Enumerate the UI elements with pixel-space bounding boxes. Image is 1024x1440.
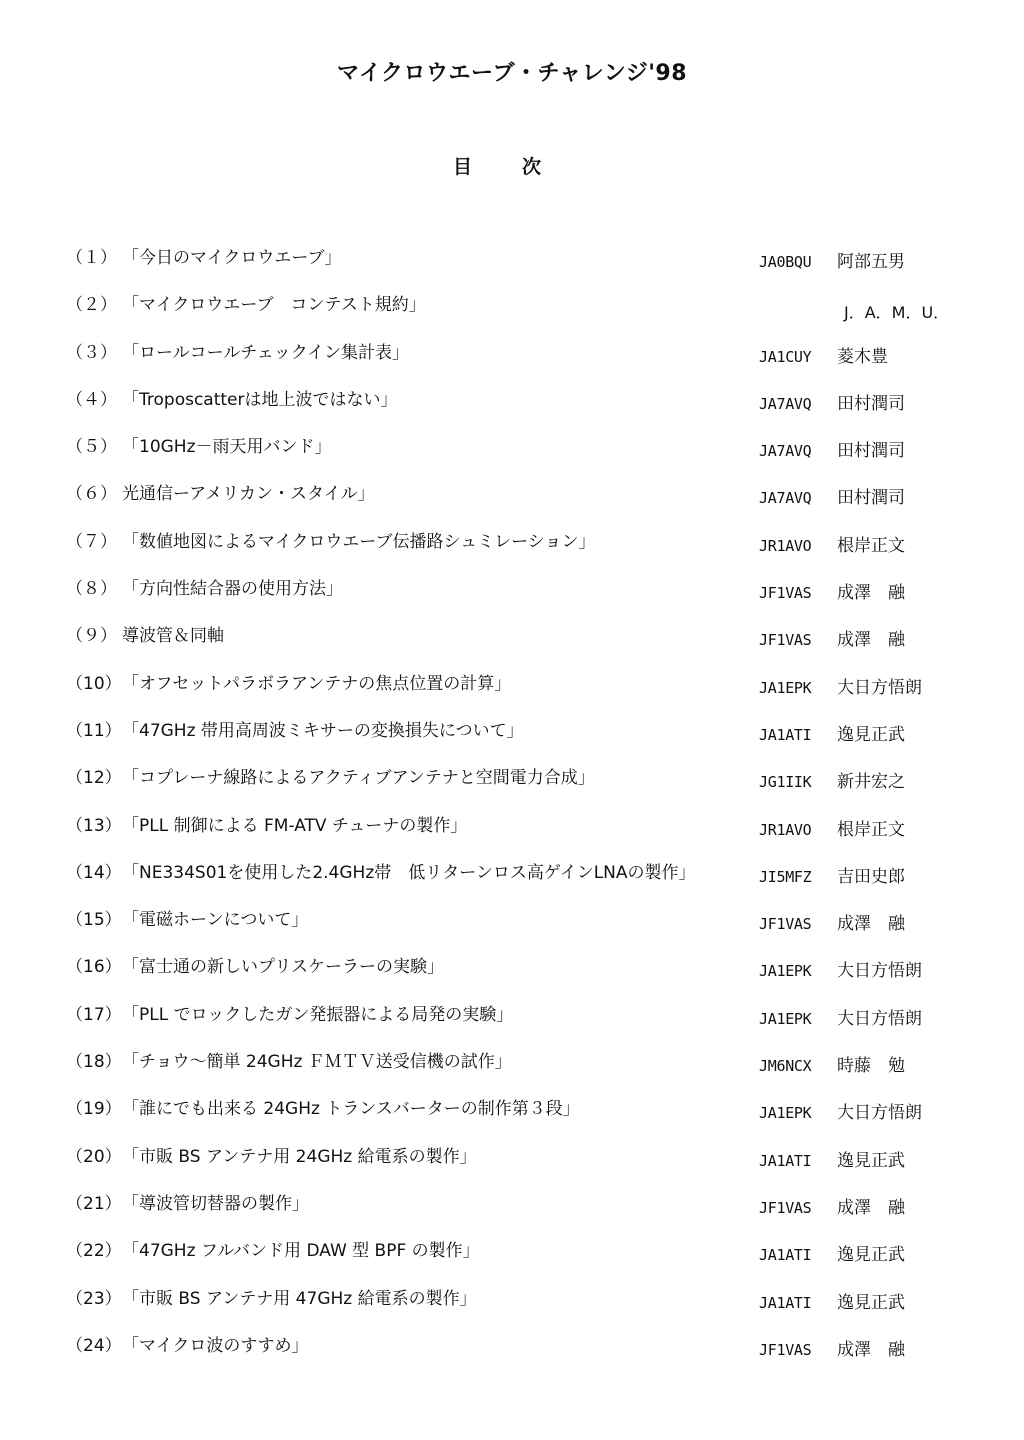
entry-author: 逸見正武 [837,1292,905,1313]
entry-title: 「ロールコールチェックイン集計表」 [122,342,409,363]
entry-number: （20） [66,1146,122,1167]
entry-title: 導波管＆同軸 [122,626,224,647]
entry-callsign: JA1EPK [759,1009,812,1028]
entry-author: 成澤 融 [837,583,905,604]
toc-entry [66,1094,966,1141]
entry-number: （13） [66,815,122,836]
entry-author: 大日方悟朗 [837,1103,922,1124]
entry-title: 「市販 BS アンテナ用 24GHz 給電系の製作」 [122,1146,477,1167]
entry-title: 「マイクロ波のすすめ」 [122,1335,309,1356]
entry-callsign: JA1CUY [759,347,812,366]
entry-author: 根岸正文 [837,535,905,556]
toc-entry [66,811,966,858]
entry-title: 「PLL 制御による FM-ATV チューナの製作」 [122,815,468,836]
entry-callsign: JA7AVQ [759,442,812,461]
toc-entry [66,243,966,290]
entry-number: （５） [66,437,117,458]
entry-title: 「47GHz 帯用高周波ミキサーの変換損失について」 [122,720,524,741]
entry-callsign: JA1ATI [759,1246,812,1265]
entry-callsign: JR1AVO [759,820,812,839]
entry-title: 「NE334S01を使用した2.4GHz帯 低リターンロス高ゲインLNAの製作」 [122,862,696,883]
entry-author: 根岸正文 [837,819,905,840]
entry-number: （８） [66,579,117,600]
entry-author: 吉田史郎 [837,866,905,887]
entry-callsign: JF1VAS [759,631,812,650]
entry-number: （19） [66,1099,122,1120]
toc-entry [66,1142,966,1189]
entry-callsign: JA7AVQ [759,394,812,413]
entry-number: （２） [66,295,117,316]
entry-number: （12） [66,768,122,789]
entry-callsign: JF1VAS [759,584,812,603]
entry-callsign: JF1VAS [759,1198,812,1217]
toc-entry [66,574,966,621]
entry-title: 「導波管切替器の製作」 [122,1193,309,1214]
entry-author: 成澤 融 [837,1339,905,1360]
entry-number: （22） [66,1241,122,1262]
entry-title: 「PLL でロックしたガン発振器による局発の実験」 [122,1004,514,1025]
entry-callsign: JR1AVO [759,536,812,555]
toc-entry [66,1047,966,1094]
entry-callsign: JF1VAS [759,1340,812,1359]
entry-author: J．A．M．U． [844,303,950,323]
entry-number: （７） [66,531,117,552]
entry-number: （23） [66,1288,122,1309]
toc-entry [66,621,966,668]
entry-title: 「方向性結合器の使用方法」 [122,579,343,600]
entry-author: 大日方悟朗 [837,1008,922,1029]
toc-entry [66,479,966,526]
toc-entry [66,669,966,716]
entry-callsign: JA1ATI [759,1293,812,1312]
entry-title: 「マイクロウエーブ コンテスト規約」 [122,295,426,316]
entry-author: 成澤 融 [837,914,905,935]
toc-entry [66,1189,966,1236]
entry-author: 時藤 勉 [837,1056,905,1077]
entry-author: 逸見正武 [837,1245,905,1266]
entry-callsign: JA1EPK [759,678,812,697]
entry-number: （24） [66,1335,122,1356]
entry-author: 大日方悟朗 [837,677,922,698]
entry-callsign: JF1VAS [759,915,812,934]
toc-entry [66,763,966,810]
entry-number: （17） [66,1004,122,1025]
entry-callsign: JA1ATI [759,725,812,744]
toc-entry [66,952,966,999]
entry-callsign: JI5MFZ [759,867,812,886]
entry-title: 光通信ーアメリカン・スタイル」 [122,484,375,505]
entry-title: 「富士通の新しいプリスケーラーの実験」 [122,957,444,978]
toc-entry [66,716,966,763]
entry-author: 新井宏之 [837,772,905,793]
entry-callsign: JG1IIK [759,773,812,792]
toc-entry [66,1284,966,1331]
toc-entry [66,290,966,337]
toc-entry [66,338,966,385]
entry-number: （３） [66,342,117,363]
entry-number: （４） [66,389,117,410]
entry-title: 「47GHz フルバンド用 DAW 型 BPF の製作」 [122,1241,480,1262]
entry-number: （14） [66,862,122,883]
entry-author: 逸見正武 [837,1150,905,1171]
entry-author: 菱木豊 [837,346,888,367]
entry-number: （11） [66,720,122,741]
toc-entry [66,858,966,905]
entry-number: （１） [66,248,117,268]
toc-entry [66,385,966,432]
entry-author: 阿部五男 [837,252,905,272]
entry-title: 「電磁ホーンについて」 [122,910,309,931]
entry-title: 「コプレーナ線路によるアクティブアンテナと空間電力合成」 [122,768,595,789]
entry-callsign: JA0BQU [759,253,812,271]
entry-author: 大日方悟朗 [837,961,922,982]
entry-callsign: JA7AVQ [759,489,812,508]
toc-entry [66,905,966,952]
entry-callsign: JA1EPK [759,1104,812,1123]
entry-author: 逸見正武 [837,724,905,745]
entry-number: （18） [66,1052,122,1073]
table-of-contents [66,243,966,1378]
entry-author: 成澤 融 [837,1197,905,1218]
entry-callsign: JM6NCX [759,1057,812,1076]
entry-title: 「市販 BS アンテナ用 47GHz 給電系の製作」 [122,1288,477,1309]
entry-number: （９） [66,626,117,647]
entry-number: （６） [66,484,117,505]
toc-entry [66,527,966,574]
entry-title: 「チョウ～簡単 24GHz ＦＭＴＶ送受信機の試作」 [122,1052,512,1073]
document-title: マイクロウエーブ・チャレンジ'98 [336,61,688,86]
toc-entry [66,1236,966,1283]
entry-number: （16） [66,957,122,978]
entry-number: （15） [66,910,122,931]
entry-title: 「Troposcatterは地上波ではない」 [122,389,398,410]
entry-title: 「10GHz－雨天用バンド」 [122,437,332,458]
entry-title: 「誰にでも出来る 24GHz トランスバーターの制作第３段」 [122,1099,580,1120]
toc-heading: 目次 [452,156,591,178]
entry-author: 田村潤司 [837,488,905,509]
entry-author: 田村潤司 [837,441,905,462]
entry-author: 成澤 融 [837,630,905,651]
entry-number: （10） [66,673,122,694]
entry-title: 「オフセットパラボラアンテナの焦点位置の計算」 [122,673,512,694]
entry-title: 「今日のマイクロウエーブ」 [122,248,342,268]
entry-author: 田村潤司 [837,393,905,414]
entry-title: 「数値地図によるマイクロウエーブ伝播路シュミレーション」 [122,531,596,552]
toc-entry [66,1331,966,1378]
entry-number: （21） [66,1193,122,1214]
toc-entry [66,1000,966,1047]
entry-callsign: JA1ATI [759,1151,812,1170]
entry-callsign: JA1EPK [759,962,812,981]
toc-entry [66,432,966,479]
